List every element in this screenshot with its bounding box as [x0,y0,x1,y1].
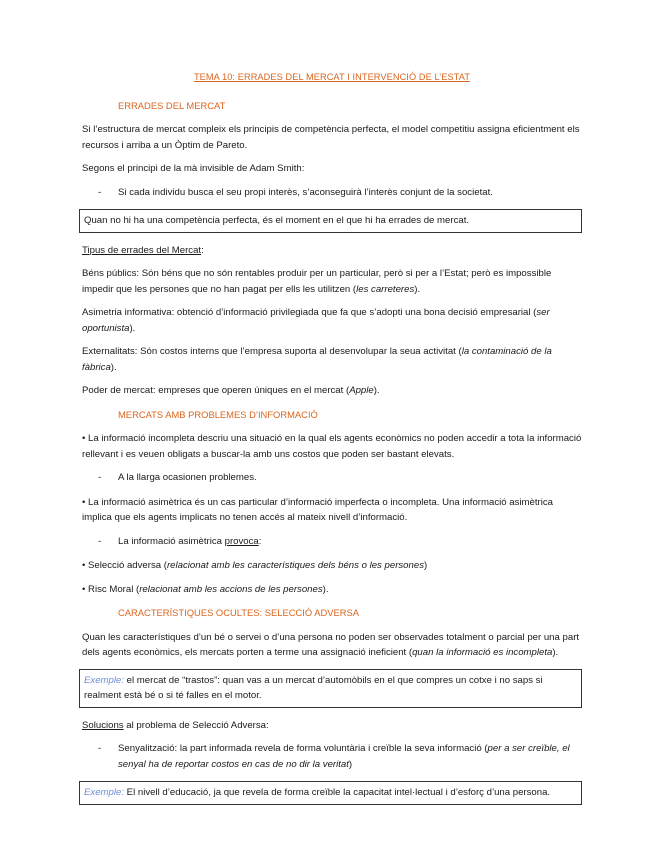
text: • Risc Moral ( [82,583,140,595]
text: ). [322,583,329,595]
text: ) [424,560,428,571]
document-body [82,70,582,815]
underlined-text: provoca [224,535,259,547]
example-text: el mercat de “trastos”: quan vas a un mercat d’automòbils en el que compres un cotxe i no saps si realment està bé o si té falles en el motor. [84,674,543,701]
dash-text: Si cada individu busca el seu propi interès, s’aconseguirà l’interès conjunt de la societat. [118,186,493,198]
text: Béns públics: Són béns que no són rentables produir per un particular, però si per a l’Estat; però es impossible impedir que les persones que no han pagat per ells les utilitzen ( [82,268,552,295]
example-italic: quan la informació es incompleta [412,647,553,658]
text: • Selecció adversa ( [82,560,167,571]
bullet-seleccio-adversa [82,558,582,574]
text: ). [373,385,380,396]
text: ). [129,322,136,334]
subheading-colon: : [201,244,204,256]
text: Quan les característiques d’un bé o servei o d’una persona no poden ser observades totalment o parcial per una part dels agents econòmics, els mercats porten a terme una assignació ineficient ( [82,631,580,658]
bullet-risc-moral [82,582,582,598]
paragraph-adam-smith: Segons el principi de la mà invisible de Adam Smith: [82,163,305,174]
text: ). [414,283,421,295]
example-italic: ser oportunista [82,307,550,334]
text: ). [110,361,117,373]
text: Externalitats: Són costos interns que l’empresa suporta al desenvolupar la seua activitat ( [82,346,462,357]
text: : [258,535,262,547]
text: Senyalització: la part informada revela de forma voluntària i creïble la seva informació ( [118,743,488,754]
boxed-note-competencia: Quan no hi ha una competència perfecta, és el moment en el que hi ha errades de mercat. [79,209,582,233]
section-heading-errades: ERRADES DEL MERCAT [118,99,226,111]
paragraph-pareto: Si l’estructura de mercat compleix els principis de competència perfecta, el model competitiu assigna eficientment els recursos i arriba a un Òptim de Pareto. [82,124,580,151]
underlined-text: Solucions [82,719,124,731]
text: La informació asimètrica [118,535,225,547]
paragraph-asimetria [82,305,582,336]
example-text: El nivell d’educació, ja que revela de forma creïble la capacitat intel·lectual i d’esforç d’una persona. [124,787,551,798]
text: Asimetria informativa: obtenció d’informació privilegiada que fa que s’adopti una bona decisió empresarial ( [82,307,537,318]
boxed-example-trastos [79,669,582,708]
dash-icon: - [98,743,102,754]
example-italic: relacionat amb les accions de les persones [139,583,323,595]
subheading-tipus-label: Tipus de errades del Mercat [82,244,202,256]
section-heading-informacio: MERCATS AMB PROBLEMES D’INFORMACIÓ [118,408,318,420]
dash-icon: - [98,186,102,198]
dash-icon: - [98,472,102,483]
example-label: Exemple: [84,674,124,686]
example-italic: relacionat amb les característiques dels béns o les persones [166,560,424,571]
example-italic: per a ser creïble, el senyal ha de reportar costos en cas de no dir la veritat [118,743,570,770]
dash-item-senyalitzacio [98,741,582,772]
dash-text [118,741,582,772]
example-label: Exemple: [84,787,124,798]
paragraph-poder-mercat [82,383,582,399]
bullet-informacio-asimetrica: • La informació asimètrica és un cas particular d’informació imperfecta o incompleta. Una informació asimètrica implica que els agents implicats no tenen accés al mateix nivell d’informació. [82,496,553,523]
subheading-solucions [82,718,582,734]
dash-text: A la llarga ocasionen problemes. [118,472,257,483]
dash-icon: - [98,535,102,547]
dash-item-interes [98,185,582,201]
text: al problema de Selecció Adversa: [123,719,269,731]
dash-item-problemes [98,470,582,486]
boxed-example-educacio [79,781,582,805]
subheading-tipus [82,243,582,259]
bullet-informacio-incompleta: • La informació incompleta descriu una situació en la qual els agents econòmics no poden accedir a tota la informació rellevant i es veuen obligats a buscar-la amb uns costos que poden ser bastant elevats. [82,433,582,460]
example-italic: la contaminació de la fàbrica [82,346,552,373]
text: Poder de mercat: empreses que operen úniques en el mercat ( [82,385,350,396]
text: ) [348,758,353,770]
text: ). [552,647,559,658]
section-heading-seleccio: CARACTERÍSTIQUES OCULTES: SELECCIÓ ADVERSA [118,607,360,618]
paragraph-externalitats [82,344,582,375]
example-italic: les carreteres [356,283,415,295]
dash-item-provoca [98,534,582,550]
dash-text [118,534,261,550]
page-title: TEMA 10: ERRADES DEL MERCAT I INTERVENCIÓ DE L’ESTAT [193,72,471,82]
example-italic: Apple [349,385,374,396]
paragraph-caracteristiques [82,630,582,661]
paragraph-bens-publics [82,266,582,297]
